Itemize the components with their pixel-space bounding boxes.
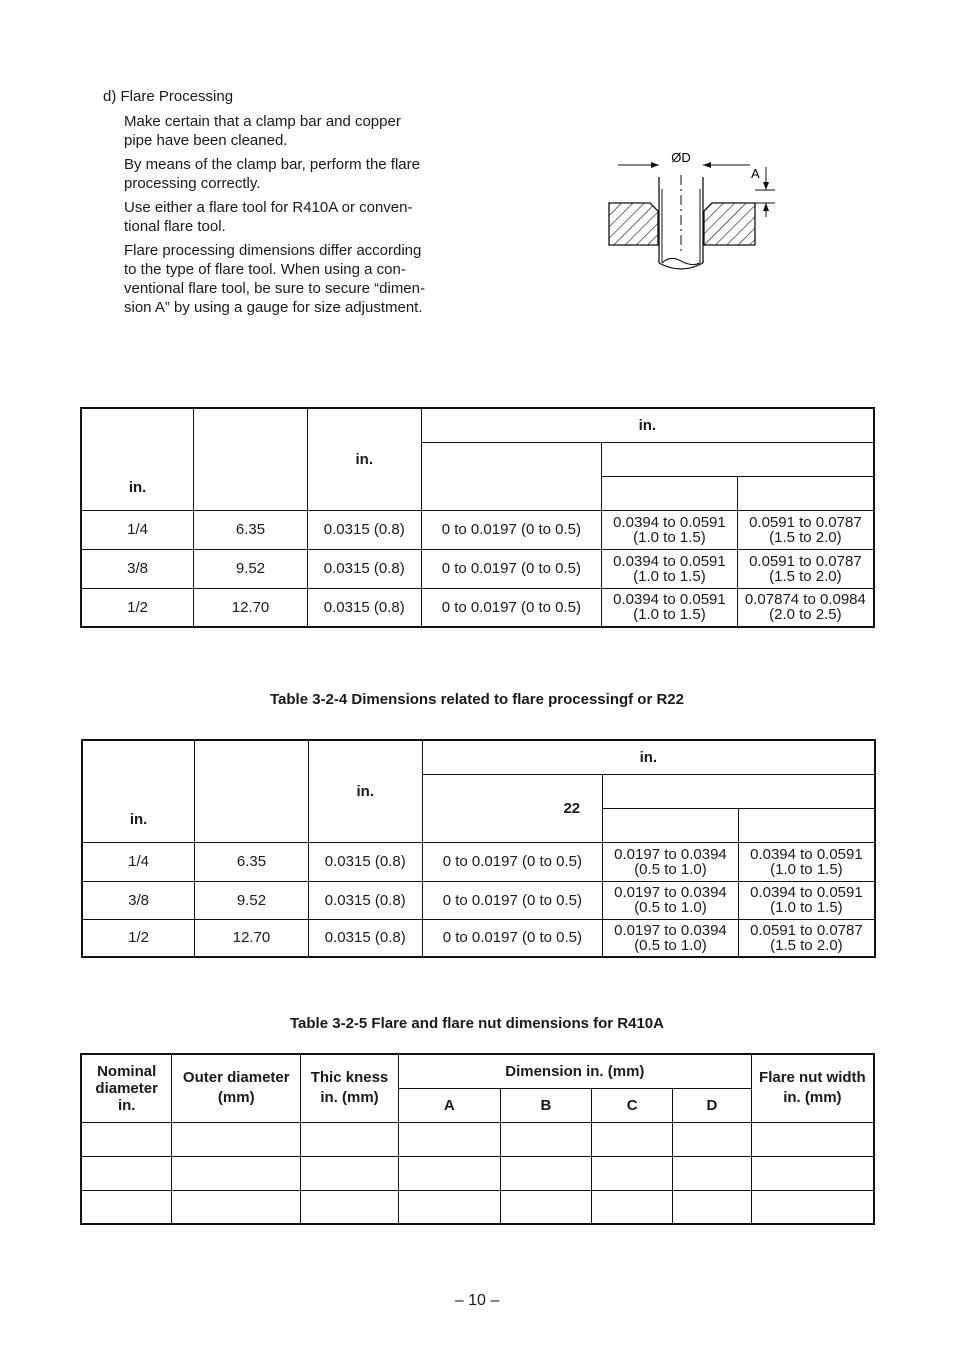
cell: 0 to 0.0197 (0 to 0.5) bbox=[422, 842, 603, 881]
table-row bbox=[81, 549, 874, 588]
cell: 0.0315 (0.8) bbox=[307, 510, 421, 549]
paragraph-clean: Make certain that a clamp bar and copper pipe have been cleaned. bbox=[124, 113, 401, 149]
header-outer bbox=[195, 740, 309, 842]
header-d: D bbox=[673, 1088, 752, 1122]
cell: 0.0315 (0.8) bbox=[308, 842, 422, 881]
header-thickness: in. bbox=[307, 408, 421, 510]
cell: 1/4 bbox=[81, 510, 194, 549]
table-caption-flare-nut: Table 3-2-5 Flare and flare nut dimensions for R410A bbox=[290, 1015, 664, 1032]
cell: 0 to 0.0197 (0 to 0.5) bbox=[422, 881, 603, 919]
paragraph-dimensions: Flare processing dimensions differ according to the type of flare tool. When using a con- ventional flare tool, be sure to secure “dimen- sion A” by using a gauge for size adjustment. bbox=[124, 242, 425, 316]
header-wing-nut bbox=[738, 808, 875, 842]
cell: 9.52 bbox=[194, 549, 308, 588]
cell: 0.0591 to 0.0787 (1.5 to 2.0) bbox=[737, 510, 874, 549]
cell: 6.35 bbox=[194, 510, 308, 549]
header-b: B bbox=[500, 1088, 592, 1122]
cell: 6.35 bbox=[195, 842, 309, 881]
cell: 0.0591 to 0.0787 (1.5 to 2.0) bbox=[738, 919, 875, 957]
clamp-bar-left bbox=[609, 203, 658, 245]
cell: 0.0394 to 0.0591 (1.0 to 1.5) bbox=[602, 549, 738, 588]
table-row bbox=[81, 1156, 874, 1190]
cell: 0.0315 (0.8) bbox=[307, 588, 421, 627]
cell: 0 to 0.0197 (0 to 0.5) bbox=[422, 919, 603, 957]
header-dimension: in. bbox=[421, 408, 874, 442]
table-row bbox=[81, 588, 874, 627]
table-row bbox=[81, 1190, 874, 1224]
header-outer-diameter: Outer diameter (mm) bbox=[172, 1054, 301, 1122]
table-flare-nut-r410a bbox=[80, 1053, 875, 1225]
cell: 0.07874 to 0.0984 (2.0 to 2.5) bbox=[737, 588, 874, 627]
header-flare-nut-width: Flare nut width in. (mm) bbox=[751, 1054, 874, 1122]
cell: 12.70 bbox=[194, 588, 308, 627]
header-tool-r410a bbox=[421, 442, 601, 510]
paragraph-clamp-bar: By means of the clamp bar, perform the flare processing correctly. bbox=[124, 156, 420, 192]
cell: 0.0315 (0.8) bbox=[307, 549, 421, 588]
table-flare-r22 bbox=[81, 739, 876, 958]
header-dimension: Dimension in. (mm) bbox=[398, 1054, 751, 1088]
header-outer bbox=[194, 408, 308, 510]
cell: 0.0394 to 0.0591 (1.0 to 1.5) bbox=[602, 588, 738, 627]
cell: 3/8 bbox=[82, 881, 195, 919]
cell: 0 to 0.0197 (0 to 0.5) bbox=[421, 588, 601, 627]
clamp-bar-right bbox=[704, 203, 755, 245]
cell: 0.0197 to 0.0394 (0.5 to 1.0) bbox=[603, 881, 739, 919]
table-row bbox=[82, 881, 875, 919]
cell: 1/2 bbox=[81, 588, 194, 627]
cell: 0.0315 (0.8) bbox=[308, 919, 422, 957]
dimension-a-label: A bbox=[751, 166, 760, 181]
table-row bbox=[82, 842, 875, 881]
cell: 0.0591 to 0.0787 (1.5 to 2.0) bbox=[737, 549, 874, 588]
table-flare-r410a bbox=[80, 407, 875, 628]
cell: 0 to 0.0197 (0 to 0.5) bbox=[421, 549, 601, 588]
section-heading: d) Flare Processing bbox=[103, 88, 234, 105]
cell: 0.0315 (0.8) bbox=[308, 881, 422, 919]
cell: 0 to 0.0197 (0 to 0.5) bbox=[421, 510, 601, 549]
page-number: – 10 – bbox=[454, 1292, 500, 1309]
cell: 9.52 bbox=[195, 881, 309, 919]
header-nominal: in. bbox=[81, 408, 194, 510]
diameter-label: ØD bbox=[671, 150, 691, 165]
cell: 0.0197 to 0.0394 (0.5 to 1.0) bbox=[603, 842, 739, 881]
cell: 0.0394 to 0.0591 (1.0 to 1.5) bbox=[602, 510, 738, 549]
cell: 0.0394 to 0.0591 (1.0 to 1.5) bbox=[738, 842, 875, 881]
cell: 1/4 bbox=[82, 842, 195, 881]
cell: 3/8 bbox=[81, 549, 194, 588]
header-dimension: in. bbox=[422, 740, 875, 774]
cell: 12.70 bbox=[195, 919, 309, 957]
copper-pipe bbox=[659, 175, 703, 269]
header-tool-conventional bbox=[603, 774, 875, 808]
header-wing-nut bbox=[737, 476, 874, 510]
header-thickness: in. bbox=[308, 740, 422, 842]
flare-clamp-diagram bbox=[600, 145, 790, 275]
diameter-dimension bbox=[618, 150, 750, 168]
cell: 1/2 bbox=[82, 919, 195, 957]
table-row bbox=[82, 919, 875, 957]
table-caption-r22: Table 3-2-4 Dimensions related to flare processingf or R22 bbox=[269, 691, 684, 708]
paragraph-flare-tool: Use either a flare tool for R410A or conven- tional flare tool. bbox=[124, 199, 413, 235]
header-a: A bbox=[398, 1088, 500, 1122]
header-tool-r22: 22 bbox=[422, 774, 603, 842]
table-row bbox=[81, 1122, 874, 1156]
header-tool-conventional bbox=[602, 442, 874, 476]
header-nominal-diameter: Nominal diameter in. bbox=[81, 1054, 172, 1122]
cell: 0.0394 to 0.0591 (1.0 to 1.5) bbox=[738, 881, 875, 919]
header-clutch bbox=[603, 808, 739, 842]
header-clutch bbox=[602, 476, 738, 510]
cell: 0.0197 to 0.0394 (0.5 to 1.0) bbox=[603, 919, 739, 957]
table-row bbox=[81, 510, 874, 549]
header-c: C bbox=[592, 1088, 673, 1122]
header-thickness: Thic kness in. (mm) bbox=[301, 1054, 399, 1122]
header-nominal: in. bbox=[82, 740, 195, 842]
